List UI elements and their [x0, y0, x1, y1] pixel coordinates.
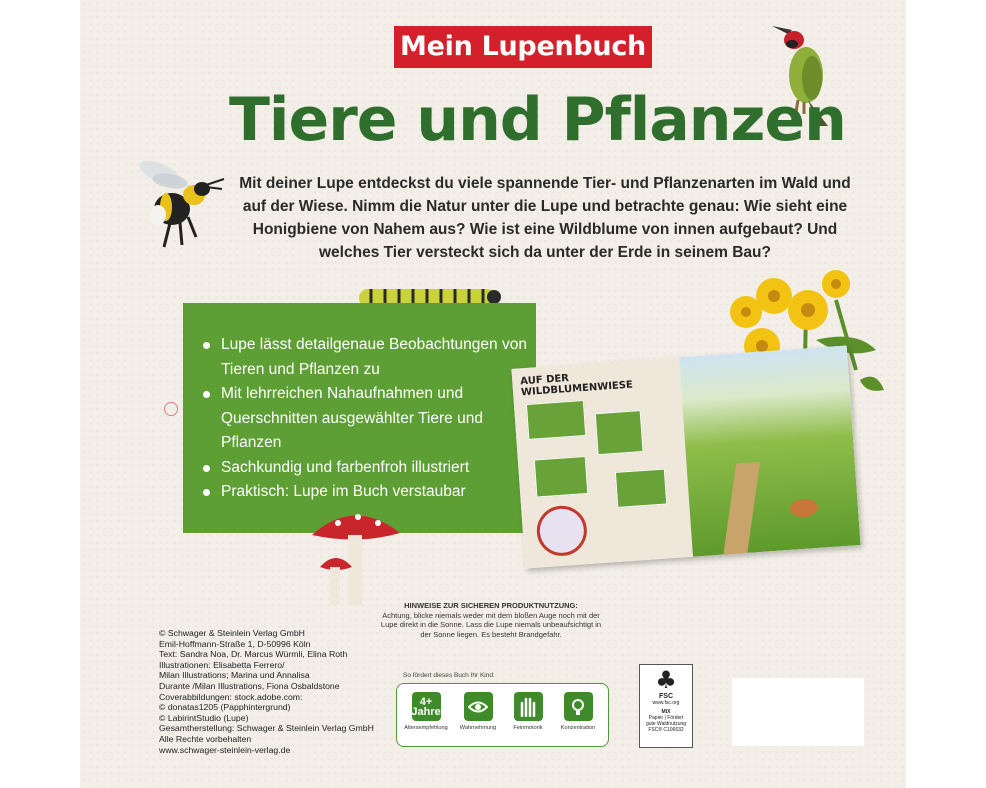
age-icon: 4+ Jahre — [412, 692, 441, 721]
bumblebee-illustration — [136, 157, 232, 253]
info-card — [526, 400, 586, 440]
skill-concentration — [553, 692, 603, 731]
copyright-line: Illustrationen: Elisabetta Ferrero/ — [159, 659, 285, 670]
info-card — [595, 410, 644, 455]
book-spread-preview — [511, 346, 860, 569]
skills-label: So fördert dieses Buch Ihr Kind: — [403, 672, 495, 679]
lightbulb-icon — [564, 692, 593, 721]
skill-caption: Altersempfehlung — [404, 725, 448, 731]
features-list — [197, 333, 537, 505]
spread-left-page — [511, 357, 693, 568]
barcode-area — [732, 678, 864, 746]
skill-caption: Feinmotorik — [513, 725, 543, 731]
copyright-line: Emil-Hoffmann-Straße 1, D-50996 Köln — [159, 638, 311, 649]
safety-text: Achtung, blicke niemals weder mit dem bloßen Auge noch mit der Lupe direkt in die Sonne. Lass die Lupe niemals unbeaufsichtigt in der Sonne liegen. Es besteht Brandgefahr. — [380, 610, 602, 639]
book-title: Tiere und Pflanzen — [229, 85, 846, 155]
info-card — [615, 469, 667, 508]
bullet-icon — [203, 391, 210, 398]
safety-heading: HINWEISE ZUR SICHEREN PRODUKTNUTZUNG: — [404, 601, 578, 610]
copyright-line: Milan Illustrations; Marina und Annalisa — [159, 670, 310, 681]
fsc-url: www.fsc.org — [652, 700, 680, 706]
copyright-line: © donatas1205 (Papphintergrund) — [159, 702, 291, 713]
pink-circle-mark — [164, 402, 178, 416]
spread-right-page — [679, 346, 861, 557]
skill-caption: Wahrnehmung — [459, 725, 497, 731]
intro-text: Mit deiner Lupe entdeckst du viele spannende Tier- und Pflanzenarten im Wald und auf der Wiese. Nimm die Natur unter die Lupe und betrachte genau: Wie sieht eine Honigbiene von Nahem aus? Wie ist eine Wildblume von innen aufgebaut? Und welches Tier versteckt sich da unter der Erde in seinem Bau? — [239, 175, 851, 261]
copyright-line: www.schwager-steinlein-verlag.de — [159, 744, 291, 755]
copyright-line: Durante /Milan Illustrations, Fiona Osbaldstone — [159, 680, 340, 691]
deer-fawn — [789, 498, 818, 518]
copyright-line: Text: Sandra Noa, Dr. Marcus Würmli, Elina Roth — [159, 649, 348, 660]
fsc-mix: MIX — [661, 709, 671, 715]
eye-icon — [464, 692, 493, 721]
fsc-line1: Papier | Fördert — [648, 715, 684, 721]
safety-notice — [376, 601, 606, 639]
feature-item: Sachkundig und farbenfroh illustriert — [197, 456, 537, 481]
bullet-icon — [203, 465, 210, 472]
copyright-line: Alle Rechte vorbehalten — [159, 733, 252, 744]
info-card — [534, 456, 589, 498]
feature-item: Lupe lässt detailgenaue Beobachtungen von Tieren und Pflanzen zu — [197, 333, 537, 382]
copyright-line: © LabirintStudio (Lupe) — [159, 712, 249, 723]
copyright-line: Gesamtherstellung: Schwager & Steinlein Verlag GmbH — [159, 723, 374, 734]
fsc-logo-text: FSC — [659, 693, 673, 700]
fsc-line2: gute Waldnutzung — [645, 721, 687, 727]
mushroom-illustration — [308, 505, 408, 615]
fsc-tree-icon: ♣ — [655, 666, 677, 694]
magnifier-detail — [535, 504, 588, 557]
bullet-icon — [203, 342, 210, 349]
skill-age — [401, 692, 451, 731]
bullet-icon — [203, 489, 210, 496]
hand-icon — [514, 692, 543, 721]
feature-item: Praktisch: Lupe im Buch verstaubar — [197, 480, 537, 505]
skill-caption: Konzentration — [560, 725, 596, 731]
skills-panel — [396, 683, 609, 747]
fsc-code: FSC® C106632 — [648, 727, 684, 733]
book-back-cover — [80, 0, 906, 788]
copyright-line: © Schwager & Steinlein Verlag GmbH — [159, 628, 305, 638]
copyright-block — [159, 628, 399, 755]
copyright-line: Coverabbildungen: stock.adobe.com: — [159, 691, 303, 702]
series-label: Mein Lupenbuch — [394, 26, 652, 68]
feature-item: Mit lehrreichen Nahaufnahmen und Querschnitten ausgewählter Tiere und Pflanzen — [197, 382, 537, 456]
skill-perception — [453, 692, 503, 731]
spread-heading: AUF DER WILDBLUMENWIESE — [519, 372, 634, 399]
fsc-label — [639, 664, 693, 748]
skill-fine-motor — [503, 692, 553, 731]
meadow-path — [723, 462, 760, 555]
